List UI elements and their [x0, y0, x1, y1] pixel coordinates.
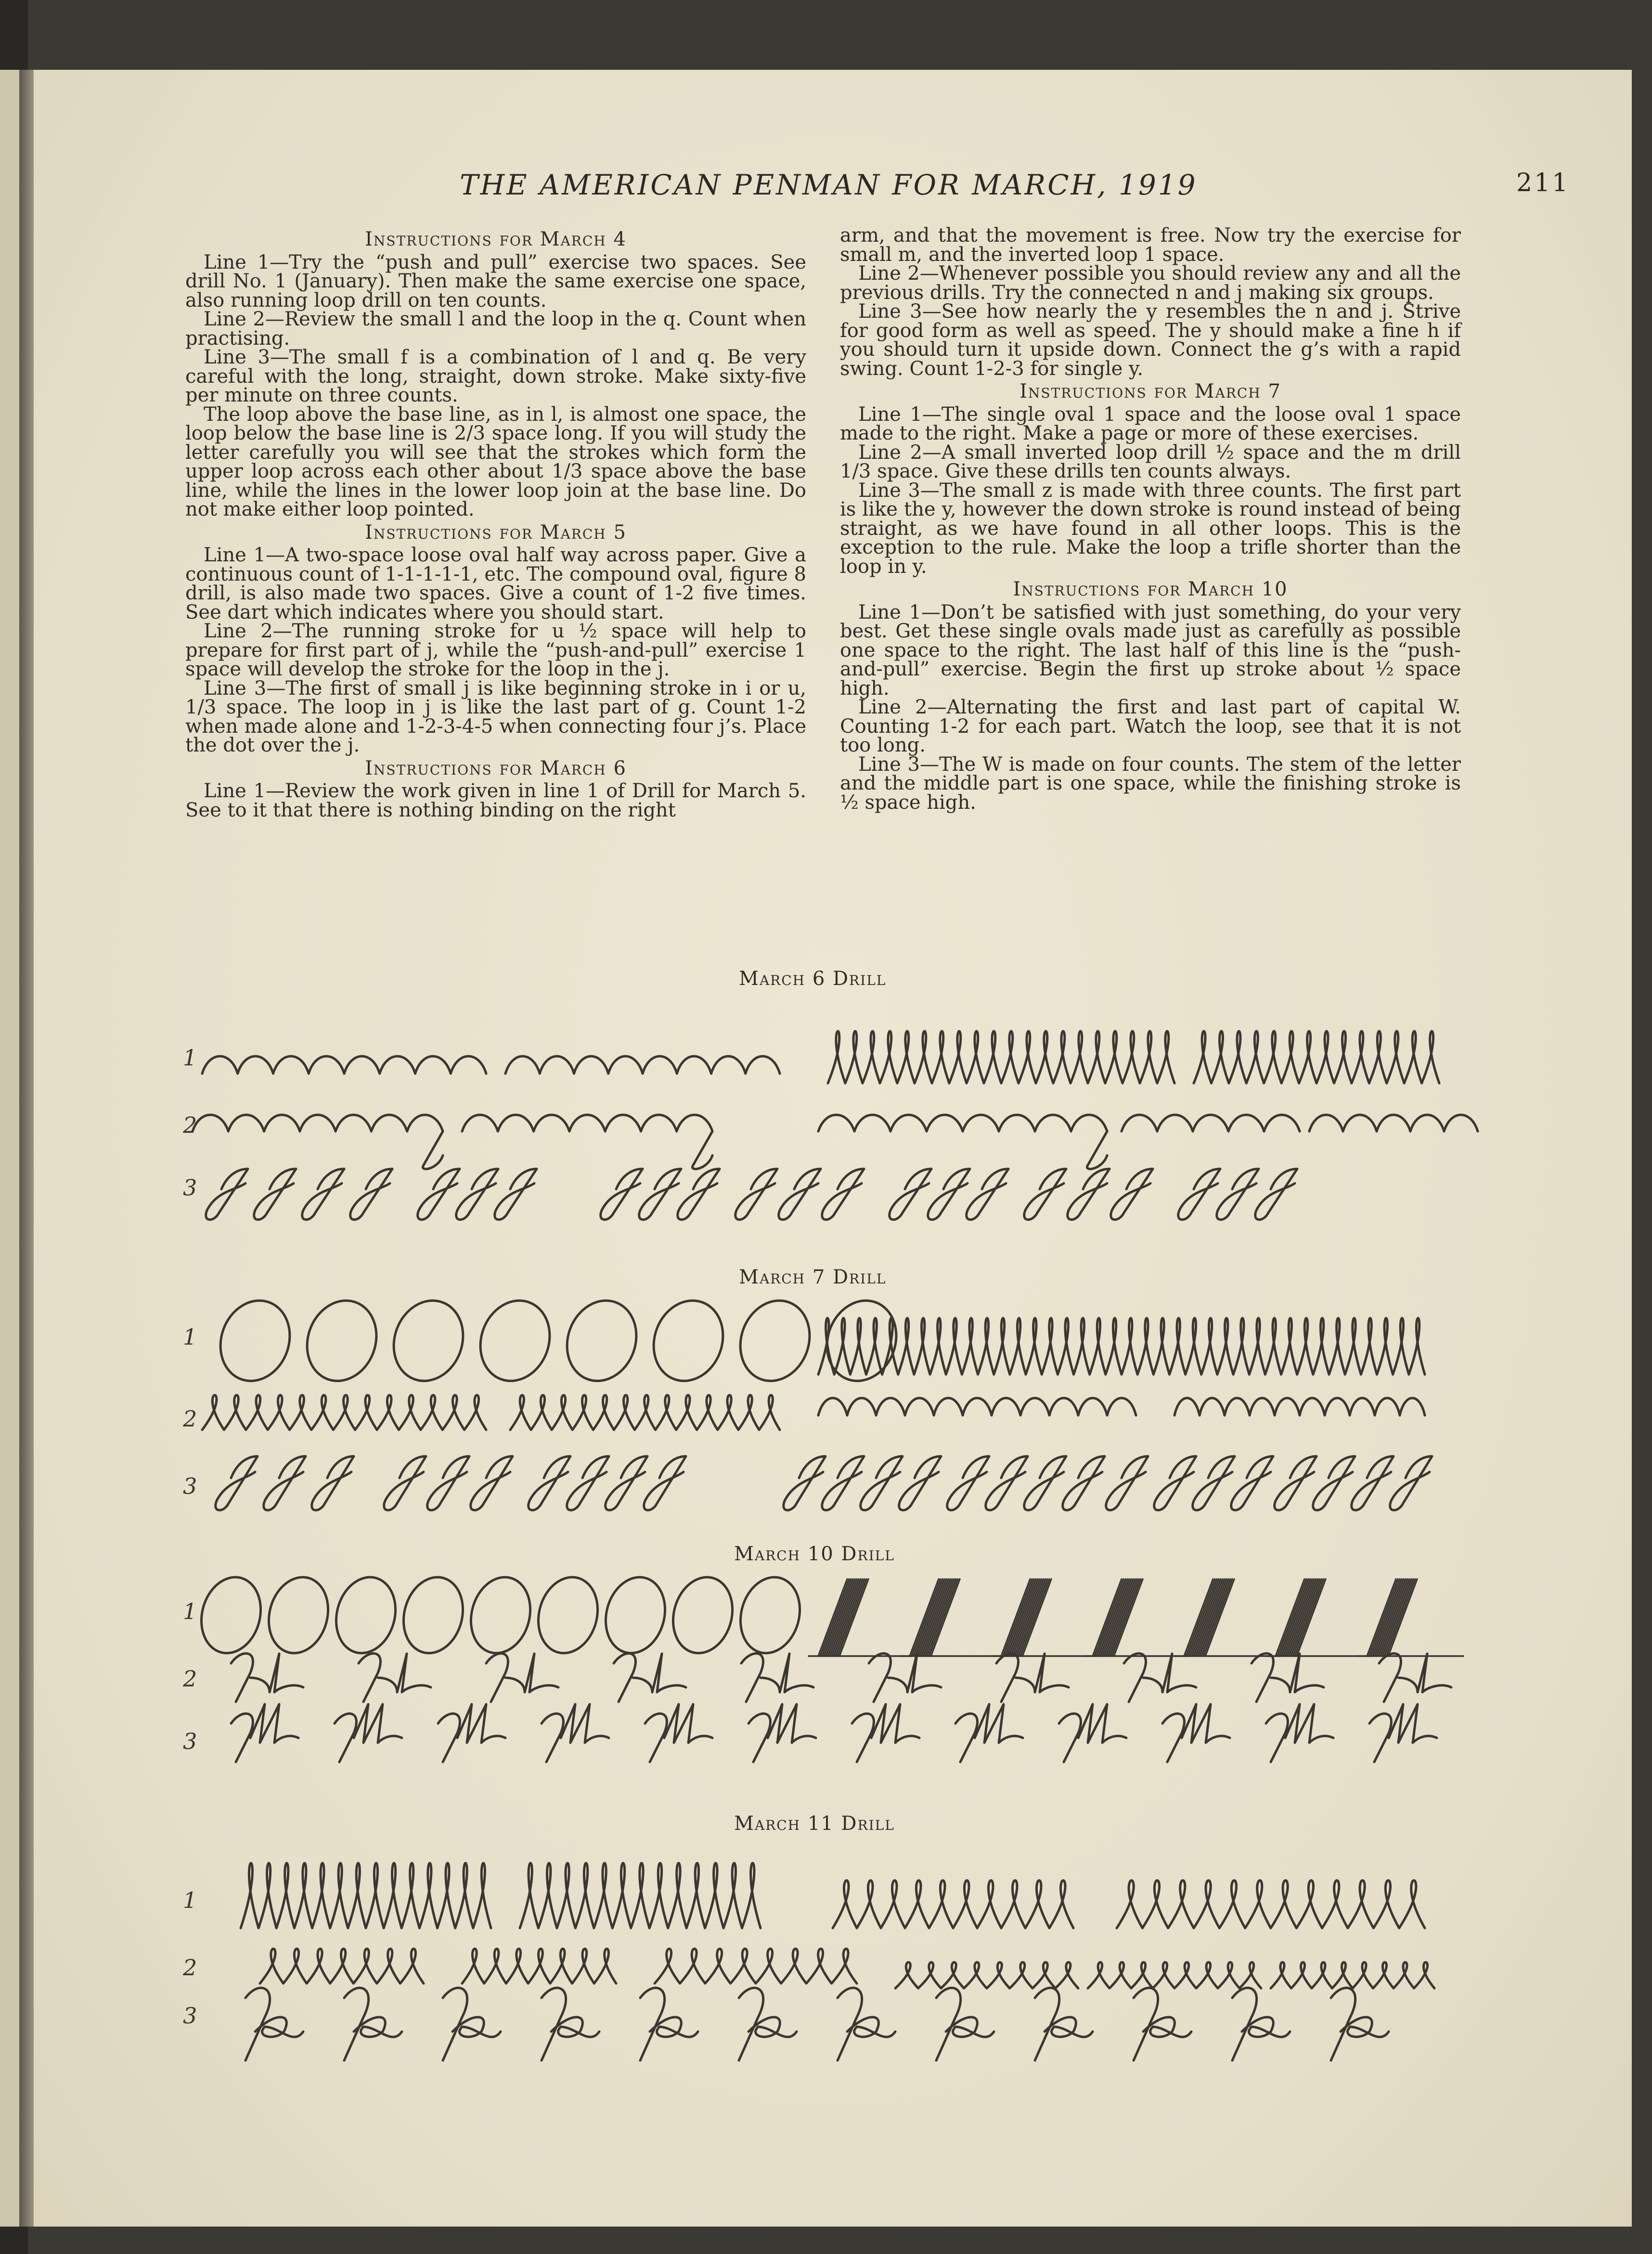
drill-title-march-6: March 6 Drill: [739, 968, 887, 990]
small-y-letter: [1217, 1169, 1259, 1219]
capital-x-letter: [1232, 1988, 1290, 2060]
mnj-connected-drill: [462, 1115, 712, 1131]
small-z-letter: [1352, 1456, 1394, 1510]
paragraph: Line 2—The running stroke for u ½ space will help to prepare for first part of j, while the “push-and-pull” exercise 1 space will develop the stroke for the loop in the j.: [185, 620, 806, 680]
push-pull-slant-exercise: [1276, 1579, 1326, 1656]
single-oval-march-10: [732, 1570, 808, 1660]
paragraph: The loop above the base line, as in l, is almost one space, the loop below the base line is 2/3 space long. If you will study the letter carefully you will see that the strokes which form the upper loop across each other about 1/3 space above the base line, while the lines in the lower loop join at the base line. Do not make either loop pointed.: [185, 403, 806, 520]
line-number: 2: [183, 1112, 197, 1138]
small-y-letter: [639, 1169, 681, 1219]
single-oval: [469, 1291, 561, 1391]
small-e-drill: [833, 1880, 1073, 1928]
capital-w-half: [614, 1654, 686, 1702]
reverse-oval-drill: [655, 1949, 857, 1983]
drill-title-march-11: March 11 Drill: [734, 1813, 895, 1835]
small-m-drill: [818, 1398, 1136, 1415]
small-e-drill: [1271, 1962, 1434, 1988]
small-z-letter: [822, 1456, 864, 1510]
capital-w-letter: [852, 1704, 919, 1762]
small-m-drill: [1174, 1398, 1425, 1415]
running-m-exercise: [202, 1056, 486, 1074]
mnj-connected-drill: [1122, 1115, 1300, 1131]
small-y-letter: [736, 1169, 777, 1219]
line-number: 1: [183, 1045, 197, 1071]
small-y-letter: [890, 1169, 931, 1219]
section-heading-march-5: Instructions for March 5: [365, 521, 627, 544]
single-oval-march-10: [597, 1570, 673, 1660]
capital-w-half: [996, 1654, 1069, 1702]
capital-w-letter: [1369, 1704, 1437, 1762]
line-number: 1: [183, 1598, 197, 1624]
small-y-letter: [456, 1169, 498, 1219]
capital-x-letter: [443, 1988, 501, 2060]
small-z-letter: [567, 1456, 609, 1510]
push-pull-slant-exercise: [1184, 1579, 1234, 1656]
single-oval: [296, 1291, 387, 1391]
capital-w-half: [741, 1654, 813, 1702]
small-z-letter: [644, 1456, 686, 1510]
small-y-letter: [1255, 1169, 1297, 1219]
mnj-connected-drill: [193, 1115, 443, 1131]
reverse-oval-drill: [462, 1949, 616, 1983]
small-z-letter: [471, 1456, 513, 1510]
descender-loop: [423, 1131, 443, 1169]
paragraph-continued: arm, and that the movement is free. Now try the exercise for small m, and the inverted loop 1 space.: [840, 224, 1461, 266]
small-z-letter: [606, 1456, 647, 1510]
capital-w-half: [359, 1654, 431, 1702]
small-z-letter: [1154, 1456, 1196, 1510]
capital-w-letter: [231, 1704, 298, 1762]
drill-title-march-7: March 7 Drill: [739, 1266, 887, 1288]
capital-x-letter: [1134, 1988, 1191, 2060]
paragraph: Line 2—Whenever possible you should review any and all the previous drills. Try the connected n and j making six groups.: [840, 262, 1461, 304]
loose-oval-drill: [818, 1318, 1425, 1374]
capital-x-letter: [640, 1988, 698, 2060]
push-pull-exercise: [828, 1031, 1174, 1083]
small-z-letter: [1390, 1456, 1432, 1510]
small-y-letter: [779, 1169, 821, 1219]
capital-w-half: [486, 1654, 558, 1702]
capital-x-letter: [739, 1988, 797, 2060]
single-oval: [643, 1291, 734, 1391]
small-y-letter: [206, 1169, 248, 1219]
push-pull-slant-exercise: [1001, 1579, 1051, 1656]
capital-x-letter: [245, 1988, 303, 2060]
single-oval-march-10: [395, 1570, 471, 1660]
paragraph: Line 1—The single oval 1 space and the loose oval 1 space made to the right. Make a page or more of these exercises.: [840, 403, 1461, 444]
small-y-letter: [495, 1169, 537, 1219]
running-header-title: THE AMERICAN PENMAN FOR MARCH, 1919: [460, 168, 1198, 201]
small-z-letter: [1231, 1456, 1273, 1510]
capital-x-letter: [936, 1988, 994, 2060]
mnj-connected-drill: [1309, 1115, 1478, 1131]
push-pull-slant-exercise: [818, 1579, 868, 1656]
paragraph: Line 1—Review the work given in line 1 of Drill for March 5. See to it that there is nothing binding on the right: [185, 780, 806, 821]
capital-w-half: [1379, 1654, 1451, 1702]
capital-w-half: [869, 1654, 941, 1702]
small-y-letter: [1111, 1169, 1153, 1219]
single-oval-march-10: [260, 1570, 336, 1660]
line-number: 3: [183, 1728, 197, 1754]
capital-w-letter: [1266, 1704, 1333, 1762]
small-y-letter: [928, 1169, 970, 1219]
paragraph: Line 1—Try the “push and pull” exercise two spaces. See drill No. 1 (January). Then make the same exercise one space, also running loop drill on ten counts.: [185, 251, 806, 311]
small-y-letter: [601, 1169, 643, 1219]
paragraph: Line 2—Alternating the first and last part of capital W. Counting 1-2 for each part. Watch the loop, see that it is not too long.: [840, 696, 1461, 756]
paragraph: Line 2—A small inverted loop drill ½ space and the m drill 1/3 space. Give these drills ten counts always.: [840, 441, 1461, 482]
capital-x-letter: [838, 1988, 895, 2060]
small-e-drill: [895, 1962, 1078, 1988]
small-y-letter: [418, 1169, 460, 1219]
line-number: 2: [183, 1666, 197, 1692]
small-z-letter: [947, 1456, 989, 1510]
inverted-loop-drill: [510, 1395, 780, 1430]
capital-w-letter: [645, 1704, 712, 1762]
small-y-letter: [1068, 1169, 1110, 1219]
small-z-letter: [216, 1456, 258, 1510]
capital-w-half: [1252, 1654, 1324, 1702]
single-oval-march-10: [463, 1570, 538, 1660]
descender-loop: [692, 1131, 712, 1169]
reverse-oval-drill: [260, 1949, 424, 1983]
paragraph: Line 1—A two-space loose oval half way across paper. Give a continuous count of 1-1-1-1-1, etc. The compound oval, figure 8 drill, is also made two spaces. Give a count of 1-2 five times. See dart which indicates where you should start.: [185, 544, 806, 623]
mnj-connected-drill: [818, 1115, 1107, 1131]
small-z-letter: [899, 1456, 941, 1510]
small-y-letter: [678, 1169, 720, 1219]
section-heading-march-6: Instructions for March 6: [365, 757, 627, 779]
small-y-letter: [967, 1169, 1008, 1219]
capital-w-letter: [1162, 1704, 1230, 1762]
capital-w-letter: [955, 1704, 1023, 1762]
paragraph: Line 1—Don’t be satisfied with just something, do your very best. Get these single ovals made just as carefully as possible one space to the right. The last half of this line is the “push-and-pull” exercise. Begin the first up stroke about ½ space high.: [840, 601, 1461, 700]
single-oval-march-10: [530, 1570, 606, 1660]
compound-oval-drill: [520, 1863, 761, 1928]
single-oval-march-10: [328, 1570, 403, 1660]
capital-x-letter: [344, 1988, 402, 2060]
small-z-letter: [312, 1456, 354, 1510]
inverted-loop-drill: [202, 1395, 486, 1430]
capital-w-letter: [542, 1704, 609, 1762]
paragraph: Line 2—Review the small l and the loop in the q. Count when practising.: [185, 308, 806, 350]
small-y-letter: [254, 1169, 296, 1219]
line-number: 3: [183, 2003, 197, 2029]
small-z-letter: [861, 1456, 903, 1510]
capital-w-letter: [335, 1704, 402, 1762]
section-heading-march-10: Instructions for March 10: [1013, 578, 1288, 600]
single-oval: [816, 1291, 907, 1391]
page-number: 211: [1516, 168, 1570, 197]
small-y-letter: [350, 1169, 392, 1219]
small-y-letter: [822, 1169, 864, 1219]
drill-title-march-10: March 10 Drill: [734, 1543, 895, 1565]
capital-x-letter: [542, 1988, 599, 2060]
small-z-letter: [784, 1456, 826, 1510]
single-oval: [729, 1291, 821, 1391]
small-z-letter: [427, 1456, 469, 1510]
line-number: 3: [183, 1175, 197, 1201]
single-oval: [556, 1291, 647, 1391]
small-z-letter: [1106, 1456, 1148, 1510]
single-oval: [209, 1291, 301, 1391]
single-oval-march-10: [193, 1570, 269, 1660]
small-z-letter: [1313, 1456, 1355, 1510]
push-pull-slant-exercise: [910, 1579, 960, 1656]
capital-w-letter: [749, 1704, 816, 1762]
line-number: 1: [183, 1887, 197, 1913]
single-oval-march-10: [665, 1570, 740, 1660]
small-e-drill: [1117, 1880, 1425, 1928]
paragraph: Line 3—The small f is a combination of l and q. Be very careful with the long, straight, down stroke. Make sixty-five per minute on three counts.: [185, 346, 806, 406]
push-pull-slant-exercise: [1093, 1579, 1143, 1656]
push-pull-slant-exercise: [1367, 1579, 1417, 1656]
paragraph: Line 3—The first of small j is like beginning stroke in i or u, 1/3 space. The loop in j is like the last part of g. Count 1-2 when made alone and 1-2-3-4-5 when connecting four j’s. Place the dot over the j.: [185, 677, 806, 756]
paragraph: Line 3—The small z is made with three counts. The first part is like the y, however the down stroke is round instead of being straight, as we have found in all other loops. This is the exception to the rule. Make the loop a trifle shorter than the loop in y.: [840, 479, 1461, 578]
capital-x-letter: [1035, 1988, 1093, 2060]
capital-w-letter: [438, 1704, 505, 1762]
small-z-letter: [986, 1456, 1028, 1510]
capital-w-half: [231, 1654, 303, 1702]
paragraph: Line 3—See how nearly the y resembles the n and j. Strive for good form as well as speed. The y should make a fine h if you should turn it upside down. Connect the g’s with a rapid swing. Count 1-2-3 for single y.: [840, 300, 1461, 380]
line-number: 2: [183, 1955, 197, 1981]
small-y-letter: [302, 1169, 344, 1219]
small-z-letter: [1193, 1456, 1235, 1510]
running-m-exercise: [505, 1056, 780, 1074]
line-number: 3: [183, 1473, 197, 1499]
small-z-letter: [1063, 1456, 1105, 1510]
compound-oval-drill: [241, 1863, 491, 1928]
push-pull-exercise: [1194, 1031, 1439, 1083]
small-y-letter: [1178, 1169, 1220, 1219]
small-e-drill: [1088, 1962, 1261, 1988]
line-number: 2: [183, 1406, 197, 1432]
line-number: 1: [183, 1324, 197, 1350]
small-z-letter: [529, 1456, 570, 1510]
capital-w-half: [1124, 1654, 1196, 1702]
capital-x-letter: [1331, 1988, 1389, 2060]
single-oval: [383, 1291, 474, 1391]
small-z-letter: [1275, 1456, 1316, 1510]
capital-w-letter: [1059, 1704, 1126, 1762]
small-z-letter: [264, 1456, 306, 1510]
section-heading-march-7: Instructions for March 7: [1020, 380, 1281, 402]
small-z-letter: [1024, 1456, 1066, 1510]
paragraph: Line 3—The W is made on four counts. The stem of the letter and the middle part is one space, while the finishing stroke is ½ space high.: [840, 753, 1461, 814]
descender-loop: [1087, 1131, 1107, 1169]
small-y-letter: [1024, 1169, 1066, 1219]
small-z-letter: [384, 1456, 426, 1510]
section-heading-march-4: Instructions for March 4: [365, 228, 627, 250]
